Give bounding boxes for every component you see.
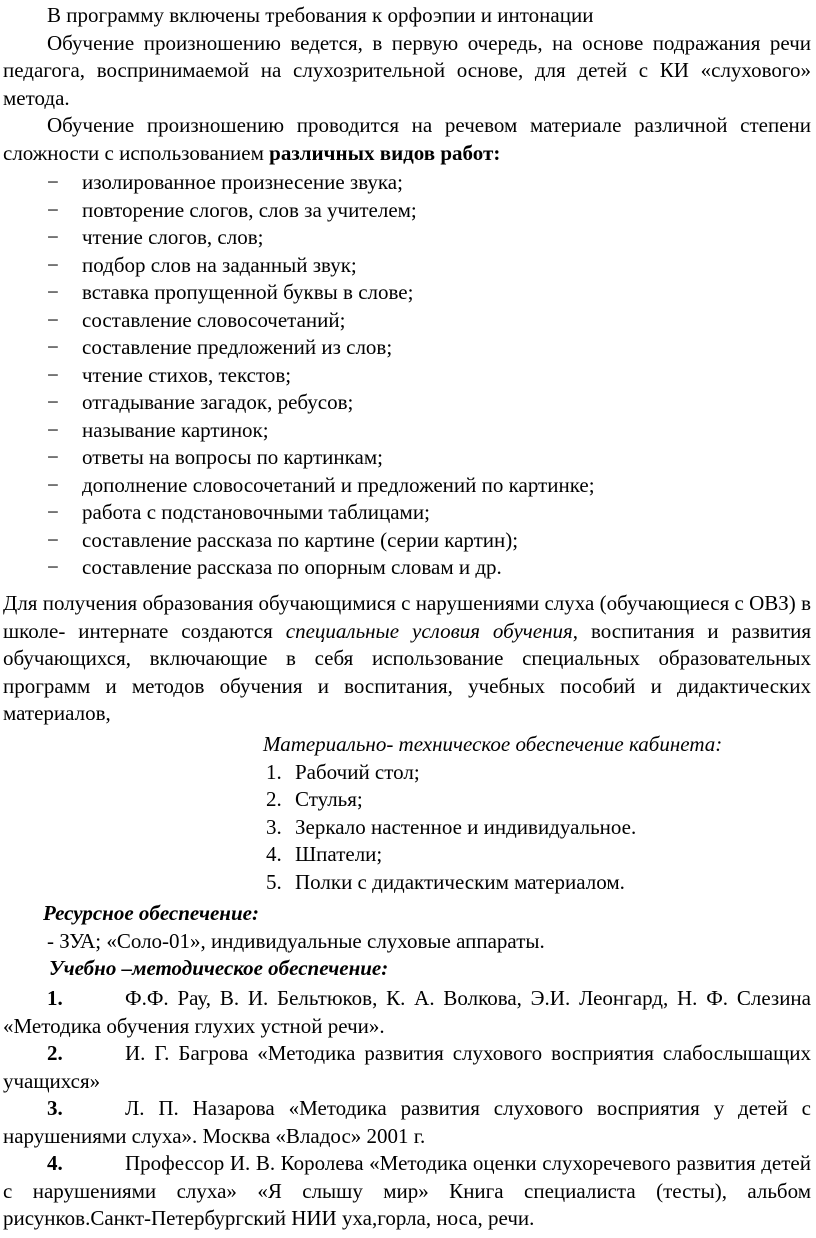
dash-bullet: − <box>47 445 59 469</box>
methodical-heading: Учебно –методическое обеспечение: <box>49 956 389 980</box>
list-item-text: отгадывание загадок, ребусов; <box>82 390 354 414</box>
reference-text: Профессор И. В. Королева «Методика оценки слухоречевого развития детей с нарушениями слуха» «Я слышу мир» Книга специалиста (тесты), альбом рисунков.Санкт-Петербургский НИИ уха,горла, носа, речи. <box>3 1151 811 1230</box>
list-item-text: Полки с дидактическим материалом. <box>295 869 625 894</box>
dash-bullet: − <box>47 170 59 194</box>
list-item <box>3 197 811 225</box>
list-item-text: составление предложений из слов; <box>82 335 393 359</box>
work-types-list <box>3 169 811 582</box>
dash-bullet: − <box>47 335 59 359</box>
intro-paragraph-2-text: Обучение произношению проводится на речевом материале различной степени сложности с использованием <box>3 113 811 165</box>
reference-item <box>3 1150 811 1233</box>
list-number: 2. <box>266 787 282 811</box>
list-item-text: работа с подстановочными таблицами; <box>82 500 430 524</box>
reference-item <box>3 1095 811 1150</box>
work-types-section <box>3 169 811 582</box>
list-number: 3. <box>266 814 282 839</box>
dash-bullet: − <box>47 252 59 277</box>
list-item <box>3 527 811 555</box>
list-item-text: чтение стихов, текстов; <box>82 362 292 387</box>
dash-bullet: − <box>47 390 59 414</box>
reference-number: 2. <box>47 1041 63 1065</box>
list-item-text: изолированное произнесение звука; <box>82 170 403 194</box>
dash-bullet: − <box>47 500 59 524</box>
resources-text: - ЗУА; «Соло-01», индивидуальные слуховые аппараты. <box>47 928 545 953</box>
dash-bullet: − <box>47 362 59 387</box>
list-item-text: ответы на вопросы по картинкам; <box>82 445 383 469</box>
list-item <box>3 814 811 842</box>
equipment-heading: Материально- техническое обеспечение кабинета: <box>263 732 723 756</box>
list-item-text: подбор слов на заданный звук; <box>82 252 357 277</box>
list-item-text: повторение слогов, слов за учителем; <box>82 197 417 222</box>
resources-heading: Ресурсное обеспечение: <box>43 901 259 925</box>
conditions-text-start: Для получения образования обучающимися с нарушениями слуха (обучающиеся с ОВЗ) в школе- интернате создаются <box>3 591 811 643</box>
list-item <box>3 841 811 869</box>
list-item <box>3 472 811 500</box>
intro-line: В программу включены требования к орфоэпии и интонации <box>47 3 594 27</box>
list-item-text: Рабочий стол; <box>295 759 420 784</box>
dash-bullet: − <box>47 417 59 442</box>
reference-number: 4. <box>47 1151 63 1175</box>
list-item <box>3 252 811 280</box>
list-item <box>3 869 811 897</box>
dash-bullet: − <box>47 307 59 332</box>
reference-item <box>3 985 811 1040</box>
references-section <box>3 985 811 1233</box>
dash-bullet: − <box>47 472 59 497</box>
list-item <box>3 444 811 472</box>
list-item <box>3 307 811 335</box>
dash-bullet: − <box>47 555 59 579</box>
reference-number: 1. <box>47 986 63 1010</box>
dash-bullet: − <box>47 280 59 304</box>
list-item <box>3 389 811 417</box>
equipment-list <box>3 759 811 897</box>
list-item-text: вставка пропущенной буквы в слове; <box>82 280 414 304</box>
dash-bullet: − <box>47 197 59 222</box>
list-item-text: составление рассказа по картине (серии картин); <box>82 527 519 552</box>
reference-item <box>3 1040 811 1095</box>
resources-section <box>3 900 811 983</box>
list-item <box>3 786 811 814</box>
list-item <box>3 554 811 582</box>
list-item-text: дополнение словосочетаний и предложений по картинке; <box>82 472 595 497</box>
list-number: 4. <box>266 842 282 866</box>
intro-section <box>3 2 811 167</box>
list-item <box>3 362 811 390</box>
intro-paragraph-2 <box>3 112 811 167</box>
reference-text: Л. П. Назарова «Методика развития слухового восприятия у детей с нарушениями слуха». Москва «Владос» 2001 г. <box>3 1096 811 1148</box>
intro-paragraph-1: Обучение произношению ведется, в первую очередь, на основе подражания речи педагога, воспринимаемой на слухозрительной основе, для детей с КИ «слухового» метода. <box>3 30 811 110</box>
conditions-text-end: , воспитания и развития обучающихся, включающие в себя использование специальных образовательных программ и методов обучения и воспитания, учебных пособий и дидактических материалов, <box>3 618 811 725</box>
equipment-section <box>3 731 811 896</box>
list-item <box>3 224 811 252</box>
list-item <box>3 499 811 527</box>
list-item <box>3 334 811 362</box>
list-item <box>3 759 811 787</box>
list-item-text: составление словосочетаний; <box>82 307 346 332</box>
reference-text: Ф.Ф. Рау, В. И. Бельтюков, К. А. Волкова, Э.И. Леонгард, Н. Ф. Слезина «Методика обучения глухих устной речи». <box>3 986 811 1038</box>
list-item-text: Зеркало настенное и индивидуальное. <box>295 814 637 839</box>
list-number: 5. <box>266 869 282 894</box>
dash-bullet: − <box>47 225 59 249</box>
reference-number: 3. <box>47 1096 63 1120</box>
conditions-section <box>3 590 811 728</box>
list-item-text: чтение слогов, слов; <box>82 225 264 249</box>
list-item <box>3 417 811 445</box>
conditions-paragraph <box>3 590 811 728</box>
intro-paragraph-2-bold: различных видов работ: <box>269 140 501 165</box>
list-item-text: Стулья; <box>295 787 363 811</box>
list-item <box>3 279 811 307</box>
list-item <box>3 169 811 197</box>
list-item-text: называние картинок; <box>82 417 269 442</box>
list-item-text: составление рассказа по опорным словам и др. <box>82 555 502 579</box>
reference-text: И. Г. Багрова «Методика развития слухового восприятия слабослышащих учащихся» <box>3 1041 811 1093</box>
conditions-text-italic: специальные условия обучения <box>285 618 573 643</box>
dash-bullet: − <box>47 527 59 552</box>
list-item-text: Шпатели; <box>295 842 383 866</box>
list-number: 1. <box>266 759 282 784</box>
